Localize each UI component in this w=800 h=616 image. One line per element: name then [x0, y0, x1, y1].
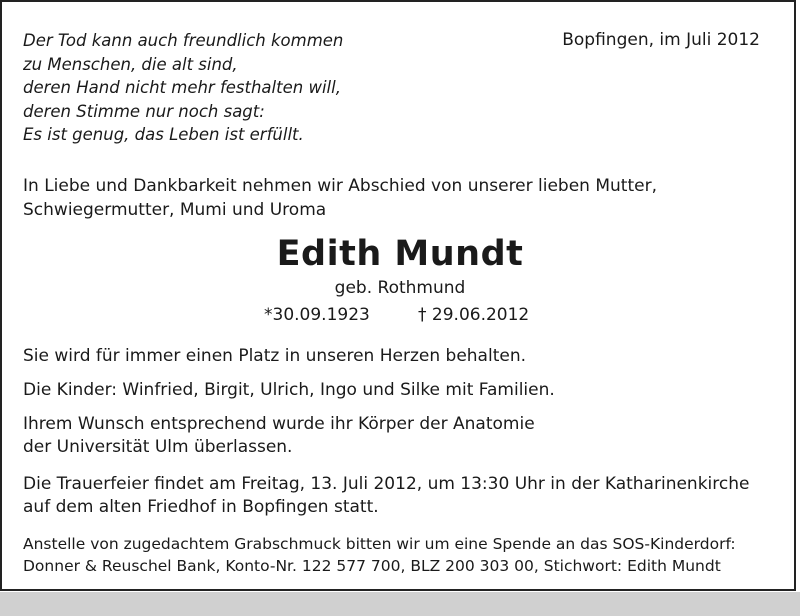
footer-strip: [0, 592, 800, 616]
poem-line: deren Stimme nur noch sagt:: [23, 101, 265, 121]
ceremony-paragraph: [23, 473, 749, 518]
poem-line: Es ist genug, das Leben ist erfüllt.: [23, 125, 304, 144]
wish-paragraph: [23, 413, 535, 458]
paragraph-line: Sie wird für immer einen Platz in unseren Herzen behalten.: [23, 346, 526, 366]
intro-line: Schwiegermutter, Mumi und Uroma: [23, 199, 327, 220]
poem-line: deren Hand nicht mehr festhalten will,: [23, 78, 341, 97]
birth-date: *30.09.1923: [264, 305, 370, 325]
paragraph-line: der Universität Ulm überlassen.: [23, 436, 293, 457]
intro-text: [23, 175, 657, 222]
paragraph-line: Die Trauerfeier findet am Freitag, 13. Juli 2012, um 13:30 Uhr in der Katharinenkirche: [23, 474, 750, 494]
poem-line: Der Tod kann auch freundlich kommen: [23, 31, 344, 50]
intro-line: In Liebe und Dankbarkeit nehmen wir Abschied von unserer lieben Mutter,: [23, 176, 657, 196]
donation-line: Anstelle von zugedachtem Grabschmuck bitten wir um eine Spende an das SOS-Kinderdorf:: [23, 535, 736, 553]
paragraph-line: Die Kinder: Winfried, Birgit, Ulrich, Ingo und Silke mit Familien.: [23, 380, 555, 400]
deceased-name: Edith Mundt: [276, 234, 524, 274]
paragraph-line: auf dem alten Friedhof in Bopfingen statt.: [23, 496, 379, 517]
death-date: † 29.06.2012: [418, 305, 530, 325]
donation-line: Donner & Reuschel Bank, Konto-Nr. 122 577 700, BLZ 200 303 00, Stichwort: Edith Mundt: [23, 557, 721, 575]
children-paragraph: [23, 379, 555, 402]
heart-paragraph: [23, 345, 526, 368]
place-date: Bopfingen, im Juli 2012: [562, 30, 760, 50]
poem: [23, 29, 343, 147]
donation-paragraph: [23, 533, 736, 577]
poem-line: zu Menschen, die alt sind,: [23, 54, 238, 74]
paragraph-line: Ihrem Wunsch entsprechend wurde ihr Körper der Anatomie: [23, 414, 535, 434]
maiden-name: geb. Rothmund: [334, 278, 466, 298]
